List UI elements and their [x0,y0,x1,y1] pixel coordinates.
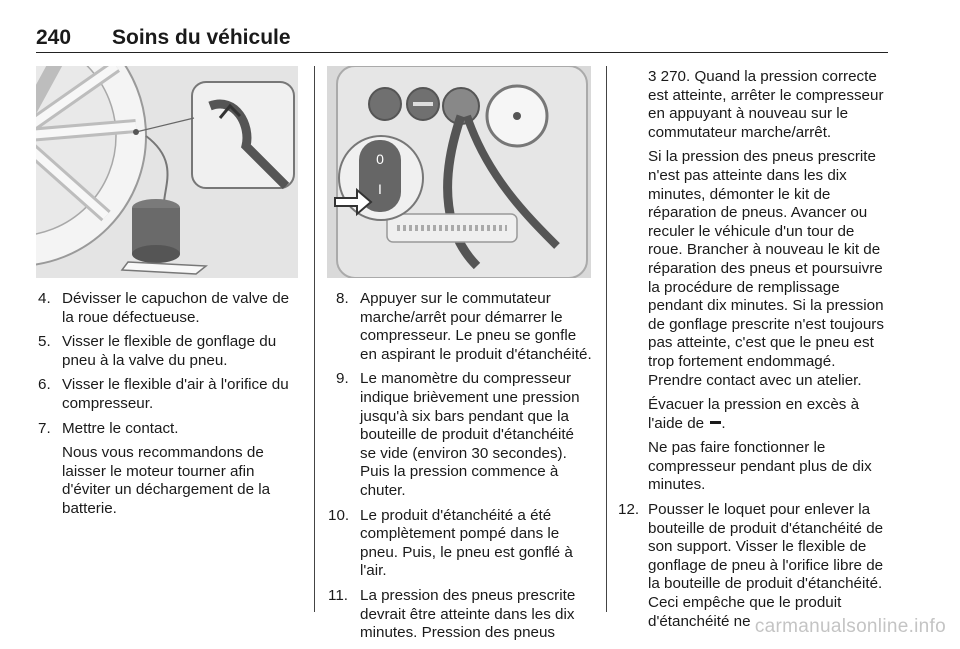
list-item [328,370,594,500]
header-rule [36,52,888,53]
tire-valve-compressor-illustration [36,66,298,278]
column-divider [606,66,607,612]
step-number: 8. [336,290,349,307]
step-text: La pression des pneus prescrite devrait être atteinte dans les dix minutes. Pression des pneus [360,586,576,642]
step-number: 9. [336,370,349,388]
evacuate-text: Évacuer la pression en excès à l'aide de [648,396,860,432]
steps-column-2 [328,290,594,649]
list-item [38,290,302,327]
svg-text:I: I [378,181,382,197]
step-text: Pousser le loquet pour enlever la bouteille de produit d'étanchéité de son support. Visser le flexible de gonflage de pneu à l'orifice libre de la bouteille de produit d'étanchéité. Ceci empêche que le produit d'étanchéité ne [648,501,884,630]
paragraph: Si la pression des pneus prescrite n'est pas atteinte dans les dix minutes, démonter le kit de réparation de pneus. Avancer ou reculer le véhicule d'un tour de roue. Brancher à nouveau le kit de réparation des pneus et poursuivre la procédure de remplissage pendant dix minutes. Si la pression de gonflage prescrite n'est toujours pas atteinte, c'est que le pneu est trop fortement endommagé. Prendre contact avec un atelier. [648,148,884,389]
section-title: Soins du véhicule [112,26,291,49]
step-number: 12. [618,501,640,519]
compressor-switch-gauge-illustration [327,66,591,278]
list-item [328,507,594,581]
step-number: 6. [38,376,51,394]
list-item [328,290,594,364]
step-text: Le manomètre du compresseur indique brièvement une pression jusqu'à six bars pendant que la bouteille de produit d'étanchéité se vide (environ 30 secondes). Puis la pression commence à chuter. [360,370,580,499]
watermark: carmanualsonline.info [754,616,946,637]
step-text: Visser le flexible de gonflage du pneu à la valve du pneu. [62,333,277,369]
paragraph: Ne pas faire fonctionner le compresseur pendant plus de dix minutes. [648,439,872,494]
list-item [38,333,302,370]
column-divider [314,66,315,612]
continued-text: 3 270. Quand la pression correcte est atteinte, arrêter le compresseur en appuyant à nouveau sur le commutateur marche/arrêt. [648,68,884,141]
step-number: 10. [328,506,350,524]
list-item [328,587,594,643]
step-number: 11. [328,586,348,604]
minus-button-icon [710,421,721,424]
page-number: 240 [36,26,72,49]
step-note: Nous vous recommandons de laisser le moteur tourner afin d'éviter un déchargement de la batterie. [62,444,271,517]
list-item [38,376,302,413]
list-item [38,420,302,519]
step-text: Le produit d'étanchéité a été complètement pompé dans le pneu. Puis, le pneu est gonflé à l'air. [360,506,573,580]
step-number: 4. [38,290,51,307]
evacuate-paragraph [648,396,888,433]
punctuation: . [721,414,726,432]
step-text: Appuyer sur le commutateur marche/arrêt pour démarrer le compresseur. Le pneu se gonfle en aspirant le produit d'étanchéité. [360,290,592,363]
steps-column-1 [38,290,302,525]
step-number: 7. [38,419,51,437]
svg-text:0: 0 [376,151,384,167]
list-item [618,501,888,631]
step-text: Mettre le contact. [62,419,179,437]
step-number: 5. [38,333,51,351]
steps-column-3 [618,68,888,637]
step-text: Visser le flexible d'air à l'orifice du compresseur. [62,376,289,412]
step-text: Dévisser le capuchon de valve de la roue défectueuse. [62,290,290,326]
